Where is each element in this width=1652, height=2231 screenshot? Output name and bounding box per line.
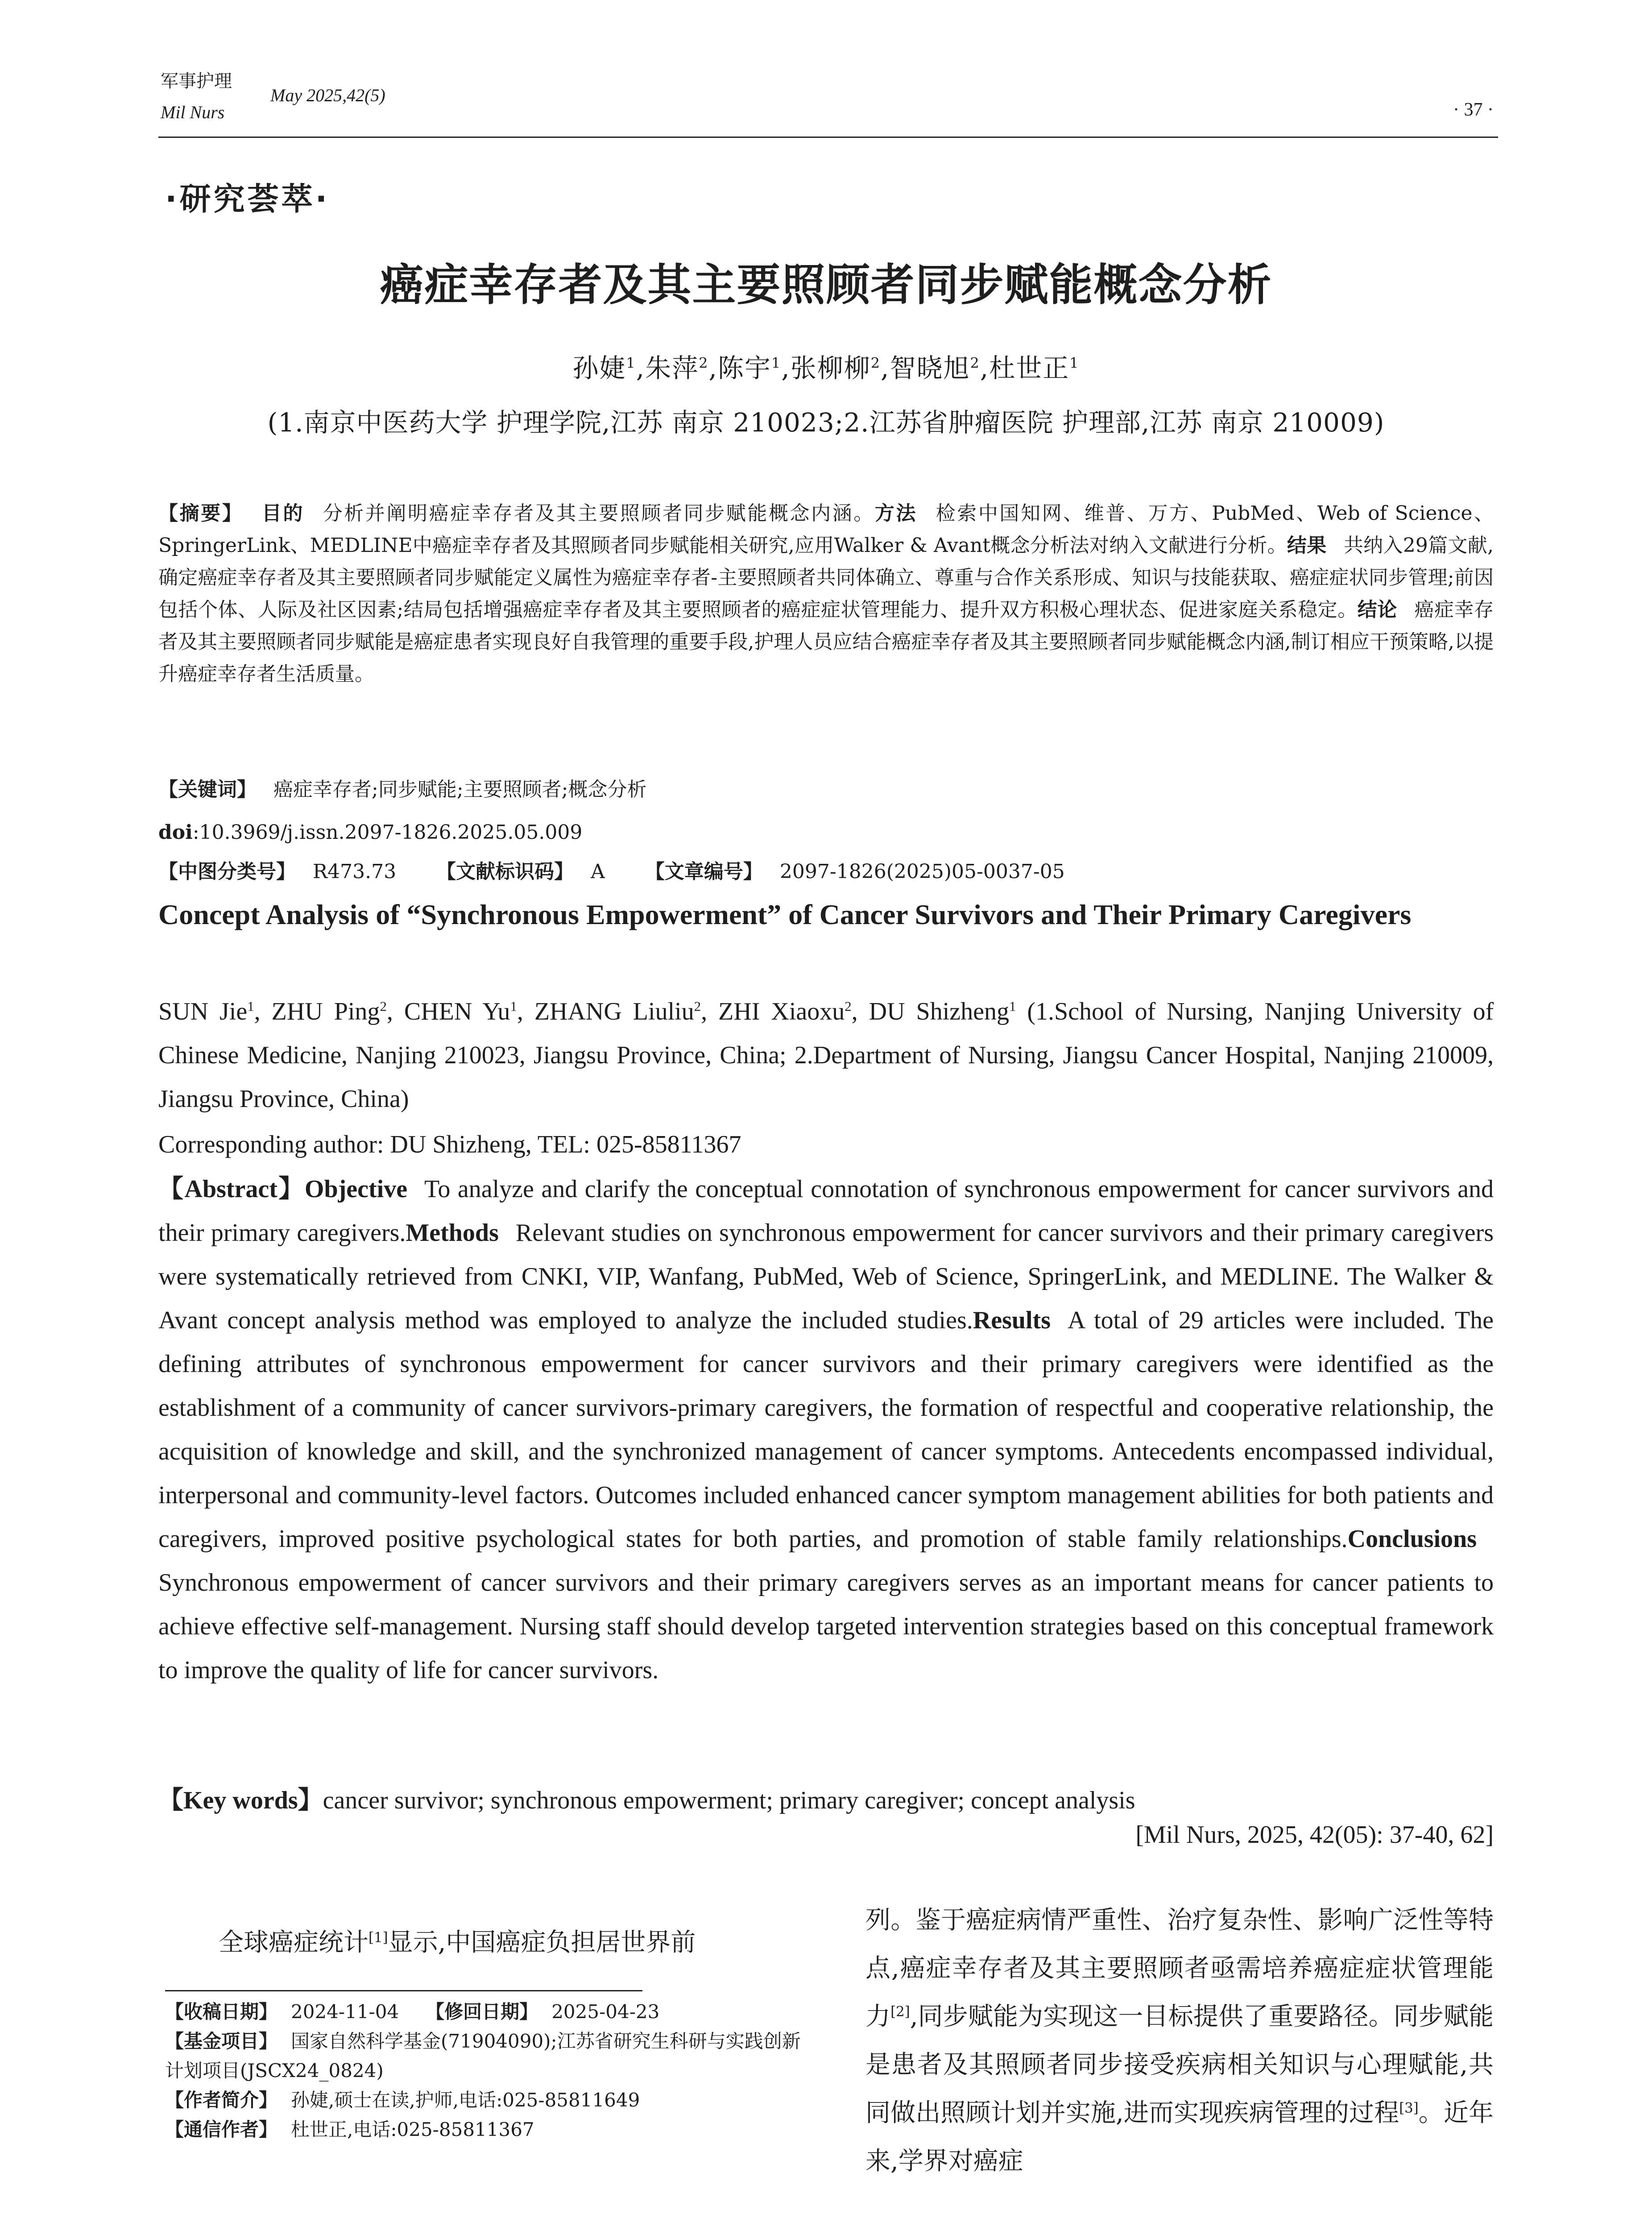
body-text: 全球癌症统计 bbox=[219, 1928, 368, 1957]
corresponding-author-en: Corresponding author: DU Shizheng, TEL: 025-85811367 bbox=[158, 1131, 741, 1158]
conclusion-tag: 结论 bbox=[1357, 598, 1397, 621]
doi-link[interactable]: :10.3969/j.issn.2097-1826.2025.05.009 bbox=[192, 821, 583, 844]
revised-date: 2025-04-23 bbox=[551, 2001, 660, 2023]
title-cn: 癌症幸存者及其主要照顾者同步赋能概念分析 bbox=[380, 260, 1272, 311]
author-name-en: SUN Jie bbox=[158, 998, 248, 1025]
author-affil-mark: 1 bbox=[1069, 354, 1080, 372]
author-separator: , bbox=[851, 998, 858, 1025]
methods-text: 检索中国知网、维普、万方、PubMed、Web of Science、SpringerLink、MEDLINE中癌症幸存者及其照顾者同步赋能相关研究,应用Walker & Avant概念分析法对纳入文献进行分析。 bbox=[158, 502, 1494, 557]
keywords-cn-label: 【关键词】 bbox=[158, 778, 257, 801]
author-affil-mark: 1 bbox=[1009, 999, 1016, 1014]
body-text: ,同步赋能为实现这一目标提供了重要路径。同步赋能是患者及其照顾者同步接受疾病相关知识与心理赋能,共同做出照顾计划并实施,进而实现疾病管理的过程 bbox=[865, 2002, 1494, 2127]
author-name-en: CHEN Yu bbox=[404, 998, 510, 1025]
author-name-en: DU Shizheng bbox=[869, 998, 1009, 1025]
column-label: ·研究荟萃· bbox=[165, 181, 330, 217]
author-separator: , bbox=[517, 998, 523, 1025]
author-name: 孙婕 bbox=[572, 353, 626, 383]
author-affil-mark: 2 bbox=[870, 354, 881, 372]
fund-label: 【基金项目】 bbox=[165, 2030, 278, 2052]
conclusions-en-tag: Conclusions bbox=[1347, 1525, 1477, 1553]
author-name: 张柳柳 bbox=[790, 353, 871, 383]
objective-tag: 目的 bbox=[260, 502, 305, 525]
methods-en-tag: Methods bbox=[406, 1219, 499, 1247]
body-text-right bbox=[865, 1896, 1494, 2185]
author-name: 杜世正 bbox=[989, 353, 1070, 383]
author-affil-mark: 1 bbox=[771, 354, 782, 372]
author-name-en: ZHU Ping bbox=[271, 998, 380, 1025]
results-en-text: A total of 29 articles were included. The defining attributes of synchronous empowerment for cancer survivors and their primary caregivers were identified as the establishment of a community of cancer survivors-primary caregivers, the formation of respectful and cooperative relationship, the acquisition of knowledge and skill, and the synchronized management of cancer symptoms. Antecedents encompassed individual, interpersonal and community-level factors. Outcomes included enhanced cancer symptom management abilities for both patients and caregivers, improved positive psychological states for both parties, and promotion of stable family relationships. bbox=[158, 1306, 1494, 1553]
corresponding-text: 杜世正,电话:025-85811367 bbox=[291, 2119, 534, 2140]
clc-label: 【中图分类号】 bbox=[158, 860, 296, 883]
author-affil-mark: 2 bbox=[970, 354, 980, 372]
body-text: 列。鉴于癌症病情严重性、治疗复杂性、影响广泛性等特点,癌症幸存者及其主要照顾者亟需培养癌症症状管理能力 bbox=[865, 1906, 1494, 2031]
keywords-cn-text: 癌症幸存者;同步赋能;主要照顾者;概念分析 bbox=[273, 778, 647, 801]
revised-label: 【修回日期】 bbox=[426, 2001, 538, 2023]
page-number: · 37 · bbox=[1453, 100, 1494, 120]
conclusions-en-text: Synchronous empowerment of cancer survivors and their primary caregivers serves as an important means for cancer patients to achieve effective self-management. Nursing staff should develop targeted intervention strategies based on this conceptual framework to improve the quality of life for cancer survivors. bbox=[158, 1569, 1494, 1684]
keywords-en-text: cancer survivor; synchronous empowerment; primary caregiver; concept analysis bbox=[323, 1787, 1135, 1814]
author-bio-text: 孙婕,硕士在读,护师,电话:025-85811649 bbox=[291, 2089, 640, 2111]
received-date: 2024-11-04 bbox=[291, 2001, 399, 2023]
abstract-cn-label: 【摘要】 bbox=[158, 502, 244, 525]
author-name: 朱萍 bbox=[645, 353, 699, 383]
methods-en-text: Relevant studies on synchronous empowerment for cancer survivors and their primary caregivers were systematically retrieved from CNKI, VIP, Wanfang, PubMed, Web of Science, SpringerLink, and MEDLINE. The Walker & Avant concept analysis method was employed to analyze the included studies. bbox=[158, 1219, 1494, 1334]
author-affil-mark: 1 bbox=[247, 999, 254, 1014]
author-affil-mark: 2 bbox=[380, 999, 387, 1014]
body-text-left bbox=[165, 1921, 810, 1964]
author-separator: , bbox=[980, 353, 990, 383]
doi-line bbox=[158, 817, 1494, 849]
keywords-cn bbox=[158, 774, 1494, 806]
author-separator: , bbox=[881, 353, 890, 383]
author-name: 智晓旭 bbox=[890, 353, 970, 383]
authors-cn bbox=[0, 347, 1652, 385]
issue-info: May 2025,42(5) bbox=[270, 85, 385, 105]
classification-line bbox=[158, 856, 1494, 888]
header-rule bbox=[158, 137, 1498, 138]
affiliation-en: (1.School of Nursing, Nanjing University of Chinese Medicine, Nanjing 210023, Jiangsu Province, China; 2.Department of Nursing, Jiangsu Cancer Hospital, Nanjing 210009, Jiangsu Province, China) bbox=[158, 998, 1494, 1113]
author-name: 陈宇 bbox=[717, 353, 771, 383]
doc-code-label: 【文献标识码】 bbox=[436, 860, 574, 883]
author-affil-mark: 1 bbox=[626, 354, 636, 372]
objective-text: 分析并阐明癌症幸存者及其主要照顾者同步赋能概念内涵。 bbox=[321, 502, 875, 525]
author-separator: , bbox=[781, 353, 791, 383]
author-separator: , bbox=[708, 353, 718, 383]
reference-link[interactable]: [1] bbox=[368, 1929, 388, 1946]
abstract-en bbox=[158, 1167, 1494, 1692]
author-separator: , bbox=[636, 353, 646, 383]
article-number-value: 2097-1826(2025)05-0037-05 bbox=[779, 860, 1065, 883]
abstract-cn bbox=[158, 498, 1494, 690]
keywords-en bbox=[158, 1779, 1494, 1822]
reference-link[interactable]: [3] bbox=[1399, 2100, 1419, 2116]
title-en: Concept Analysis of “Synchronous Empowerment” of Cancer Survivors and Their Primary Caregivers bbox=[158, 899, 1412, 930]
results-tag: 结果 bbox=[1287, 534, 1327, 557]
author-name-en: ZHI Xiaoxu bbox=[718, 998, 845, 1025]
author-affil-mark: 2 bbox=[694, 999, 701, 1014]
methods-tag: 方法 bbox=[874, 502, 918, 525]
footnote-rule bbox=[165, 1990, 642, 1991]
author-separator: , bbox=[254, 998, 261, 1025]
clc-value: R473.73 bbox=[313, 860, 397, 883]
author-separator: , bbox=[386, 998, 393, 1025]
corresponding-label: 【通信作者】 bbox=[165, 2119, 278, 2140]
author-affil-mark: 1 bbox=[510, 999, 517, 1014]
doi-label: doi bbox=[158, 821, 193, 844]
author-bio-label: 【作者简介】 bbox=[165, 2089, 278, 2111]
journal-name-en: Mil Nurs bbox=[161, 102, 225, 122]
author-affil-mark: 2 bbox=[699, 354, 709, 372]
received-label: 【收稿日期】 bbox=[165, 2001, 278, 2023]
journal-name-cn: 军事护理 bbox=[161, 71, 232, 91]
body-text: 。近年来,学界对癌症 bbox=[865, 2098, 1494, 2176]
reference-link[interactable]: [2] bbox=[890, 2003, 910, 2020]
conclusion-text: 癌症幸存者及其主要照顾者同步赋能是癌症患者实现良好自我管理的重要手段,护理人员应结合癌症幸存者及其主要照顾者同步赋能概念内涵,制订相应干预策略,以提升癌症幸存者生活质量。 bbox=[158, 598, 1494, 685]
citation: [Mil Nurs, 2025, 42(05): 37-40, 62] bbox=[1135, 1821, 1494, 1849]
abstract-en-label: 【Abstract】 bbox=[158, 1175, 305, 1203]
keywords-en-label: 【Key words】 bbox=[158, 1787, 323, 1814]
results-en-tag: Results bbox=[973, 1306, 1051, 1334]
objective-en-text: To analyze and clarify the conceptual connotation of synchronous empowerment for cancer survivors and their primary caregivers. bbox=[158, 1175, 1494, 1247]
fund-text: 国家自然科学基金(71904090);江苏省研究生科研与实践创新计划项目(JSCX24_0824) bbox=[165, 2030, 801, 2082]
author-separator: , bbox=[701, 998, 708, 1025]
doc-code-value: A bbox=[591, 860, 605, 883]
author-name-en: ZHANG Liuliu bbox=[534, 998, 694, 1025]
authors-en bbox=[158, 990, 1494, 1121]
footnotes bbox=[165, 1997, 810, 2144]
body-text: 显示,中国癌症负担居世界前 bbox=[388, 1928, 696, 1957]
results-text: 共纳入29篇文献,确定癌症幸存者及其主要照顾者同步赋能定义属性为癌症幸存者-主要照顾者共同体确立、尊重与合作关系形成、知识与技能获取、癌症症状同步管理;前因包括个体、人际及社区因素;结局包括增强癌症幸存者及其主要照顾者的癌症症状管理能力、提升双方积极心理状态、促进家庭关系稳定。 bbox=[158, 534, 1494, 621]
affiliation-cn: (1.南京中医药大学 护理学院,江苏 南京 210023;2.江苏省肿瘤医院 护理部,江苏 南京 210009) bbox=[267, 407, 1385, 438]
objective-en-tag: Objective bbox=[304, 1175, 408, 1203]
article-number-label: 【文章编号】 bbox=[645, 860, 763, 883]
author-affil-mark: 2 bbox=[845, 999, 852, 1014]
